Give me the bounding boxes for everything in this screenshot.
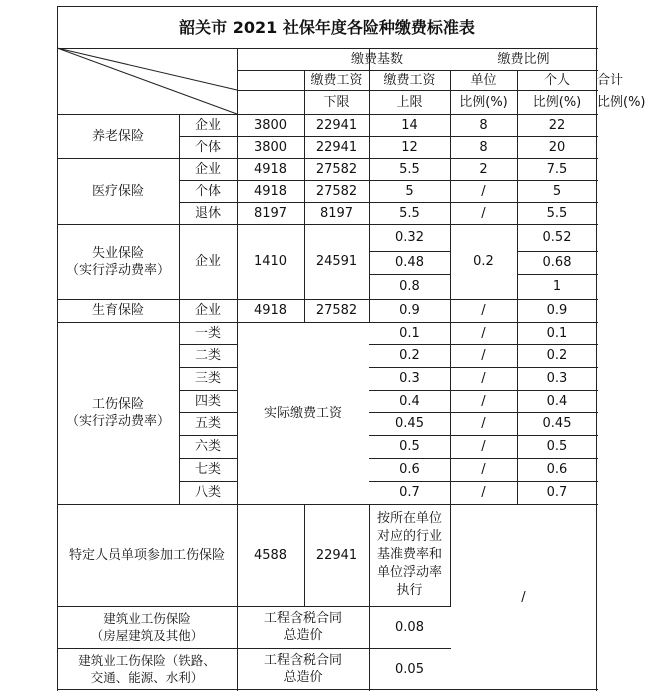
medical-base-upper: 27582 — [315, 161, 358, 177]
injury-label-lines — [66, 396, 170, 430]
pension-type: 企业 — [194, 117, 221, 133]
medical-unit-rate: 5.5 — [399, 205, 420, 221]
pension-unit-rate: 14 — [401, 117, 418, 133]
pension-total-rate: 22 — [548, 117, 566, 133]
injury-total-rate: 0.6 — [546, 462, 568, 477]
total-header-line2: 比例(%) — [597, 94, 646, 110]
construction-infra-base-line-1: 工程含税合同 — [263, 653, 342, 668]
construction-housing-base-line-1: 工程含税合同 — [263, 611, 342, 626]
medical-type: 企业 — [194, 161, 221, 177]
injury-base: 实际缴费工资 — [263, 405, 342, 421]
special-base-lower: 4588 — [253, 547, 288, 563]
medical-unit-rate: 5 — [405, 183, 414, 199]
injury-unit-rate: 0.1 — [399, 325, 420, 341]
pension-personal-rate: 8 — [479, 139, 488, 155]
medical-label: 医疗保险 — [91, 183, 144, 199]
unemployment-total-rate: 0.68 — [542, 255, 572, 270]
unemployment-personal-rate: 0.2 — [473, 254, 494, 269]
injury-personal-rate: / — [481, 485, 486, 500]
injury-personal-rate: / — [481, 371, 486, 386]
construction-housing-base-lines — [264, 610, 342, 644]
total-header-line1: 合计 — [597, 72, 624, 88]
medical-personal-rate: / — [481, 205, 486, 221]
construction-infra-label-line-2: 交通、能源、水利） — [90, 670, 204, 685]
injury-unit-rate: 0.6 — [399, 462, 420, 477]
base-lower-header-line1: 缴费工资 — [310, 72, 363, 88]
construction-housing-label-line-1: 建筑业工伤保险 — [103, 611, 191, 626]
injury-category: 五类 — [194, 416, 221, 431]
maternity-base-lower: 4918 — [253, 303, 288, 318]
unemployment-unit-rate: 0.48 — [395, 255, 424, 270]
medical-unit-rate: 5.5 — [399, 161, 420, 177]
medical-base-upper: 27582 — [315, 183, 358, 199]
bottom-slash: / — [521, 589, 526, 605]
construction-infra-base-line-2: 总造价 — [283, 670, 323, 685]
base-group-header: 缴费基数 — [350, 51, 403, 67]
pension-base-upper: 22941 — [315, 117, 358, 133]
injury-unit-rate: 0.2 — [399, 348, 420, 363]
injury-category: 三类 — [194, 371, 221, 386]
injury-personal-rate: / — [481, 416, 486, 431]
pension-base-lower: 3800 — [253, 117, 288, 133]
pension-type: 个体 — [194, 139, 221, 155]
unemployment-unit-rate: 0.32 — [395, 230, 424, 245]
pension-base-upper: 22941 — [315, 139, 358, 155]
pension-total-rate: 20 — [548, 139, 566, 155]
unemployment-label-lines — [66, 245, 170, 279]
unemployment-total-rate: 1 — [552, 279, 562, 294]
injury-personal-rate: / — [481, 393, 486, 409]
unemployment-label — [57, 224, 179, 299]
construction-housing-base — [237, 606, 369, 648]
injury-total-rate: 0.2 — [546, 348, 568, 363]
injury-category: 二类 — [194, 348, 221, 363]
injury-personal-rate: / — [481, 325, 486, 341]
injury-total-rate: 0.45 — [542, 416, 572, 431]
injury-category: 八类 — [194, 485, 221, 500]
injury-label-line-2: （实行浮动费率） — [65, 414, 170, 429]
construction-infra-rate: 0.05 — [395, 661, 424, 677]
construction-housing-base-line-2: 总造价 — [283, 628, 323, 643]
base-lower-header-line2: 下限 — [323, 94, 350, 110]
medical-total-rate: 5 — [552, 183, 562, 199]
injury-total-rate: 0.7 — [546, 485, 568, 500]
medical-type: 个体 — [194, 183, 221, 199]
injury-personal-rate: / — [481, 462, 486, 477]
unemployment-base-upper: 24591 — [315, 254, 358, 269]
maternity-label: 生育保险 — [91, 303, 144, 318]
injury-total-rate: 0.4 — [546, 393, 568, 409]
ratio-group-header: 缴费比例 — [497, 51, 550, 67]
pension-unit-rate: 12 — [401, 139, 418, 155]
unemployment-base-lower: 1410 — [253, 254, 288, 269]
construction-infra-label-lines — [78, 652, 216, 686]
personal-header-line2: 比例(%) — [532, 94, 582, 110]
injury-category: 四类 — [194, 393, 221, 409]
maternity-total-rate: 0.9 — [546, 303, 568, 318]
base-upper-header-line1: 缴费工资 — [383, 72, 436, 88]
injury-category: 一类 — [194, 325, 221, 341]
medical-type: 退休 — [194, 205, 221, 221]
unemployment-type: 企业 — [194, 254, 221, 269]
maternity-type: 企业 — [194, 303, 221, 318]
medical-total-rate: 7.5 — [546, 161, 568, 177]
injury-total-rate: 0.1 — [546, 325, 568, 341]
medical-base-upper: 8197 — [319, 205, 354, 221]
unemployment-label-line-2: （实行浮动费率） — [65, 262, 170, 278]
construction-infra-label-line-1: 建筑业工伤保险（铁路、 — [78, 653, 216, 668]
construction-housing-rate: 0.08 — [395, 619, 424, 635]
maternity-unit-rate: 0.9 — [399, 303, 420, 318]
construction-housing-label — [57, 606, 237, 648]
construction-infra-base — [237, 648, 369, 690]
injury-category: 六类 — [194, 439, 221, 454]
medical-base-lower: 4918 — [253, 183, 288, 199]
medical-base-lower: 8197 — [253, 205, 288, 221]
unemployment-total-rate: 0.52 — [542, 230, 572, 245]
medical-personal-rate: / — [481, 183, 486, 199]
injury-category: 七类 — [194, 462, 221, 477]
injury-unit-rate: 0.5 — [399, 439, 420, 454]
special-injury-label: 特定人员单项参加工伤保险 — [68, 547, 225, 563]
injury-unit-rate: 0.7 — [399, 485, 420, 500]
injury-personal-rate: / — [481, 348, 486, 363]
injury-total-rate: 0.5 — [546, 439, 568, 454]
injury-unit-rate: 0.45 — [395, 416, 424, 431]
construction-housing-label-line-2: （房屋建筑及其他） — [90, 628, 204, 643]
medical-total-rate: 5.5 — [546, 205, 568, 221]
unemployment-label-line-1: 失业保险 — [91, 245, 144, 261]
medical-personal-rate: 2 — [479, 161, 488, 177]
pension-base-lower: 3800 — [253, 139, 288, 155]
construction-housing-label-lines — [91, 610, 204, 644]
injury-label — [57, 322, 179, 504]
pension-personal-rate: 8 — [479, 117, 488, 133]
pension-label: 养老保险 — [91, 128, 144, 144]
personal-header-line1: 个人 — [543, 72, 570, 88]
injury-unit-rate: 0.3 — [399, 371, 420, 386]
construction-infra-base-lines — [264, 652, 342, 686]
contribution-standard-table — [57, 6, 646, 690]
medical-base-lower: 4918 — [253, 161, 288, 177]
maternity-personal-rate: / — [481, 303, 486, 318]
injury-personal-rate: / — [481, 439, 486, 454]
unit-header-line2: 比例(%) — [459, 94, 508, 110]
unemployment-unit-rate: 0.8 — [399, 279, 420, 294]
construction-infra-label — [57, 648, 237, 690]
injury-unit-rate: 0.4 — [399, 393, 420, 409]
unit-header-line1: 单位 — [470, 72, 497, 88]
injury-label-line-1: 工伤保险 — [91, 397, 144, 412]
maternity-base-upper: 27582 — [315, 303, 358, 318]
special-base-upper: 22941 — [315, 547, 358, 563]
injury-total-rate: 0.3 — [546, 371, 568, 386]
base-upper-header-line2: 上限 — [396, 94, 423, 110]
table-title: 韶关市 2021 社保年度各险种缴费标准表 — [179, 17, 475, 37]
special-rate-note: 按所在单位对应的行业基准费率和单位浮动率执行 — [376, 511, 442, 598]
